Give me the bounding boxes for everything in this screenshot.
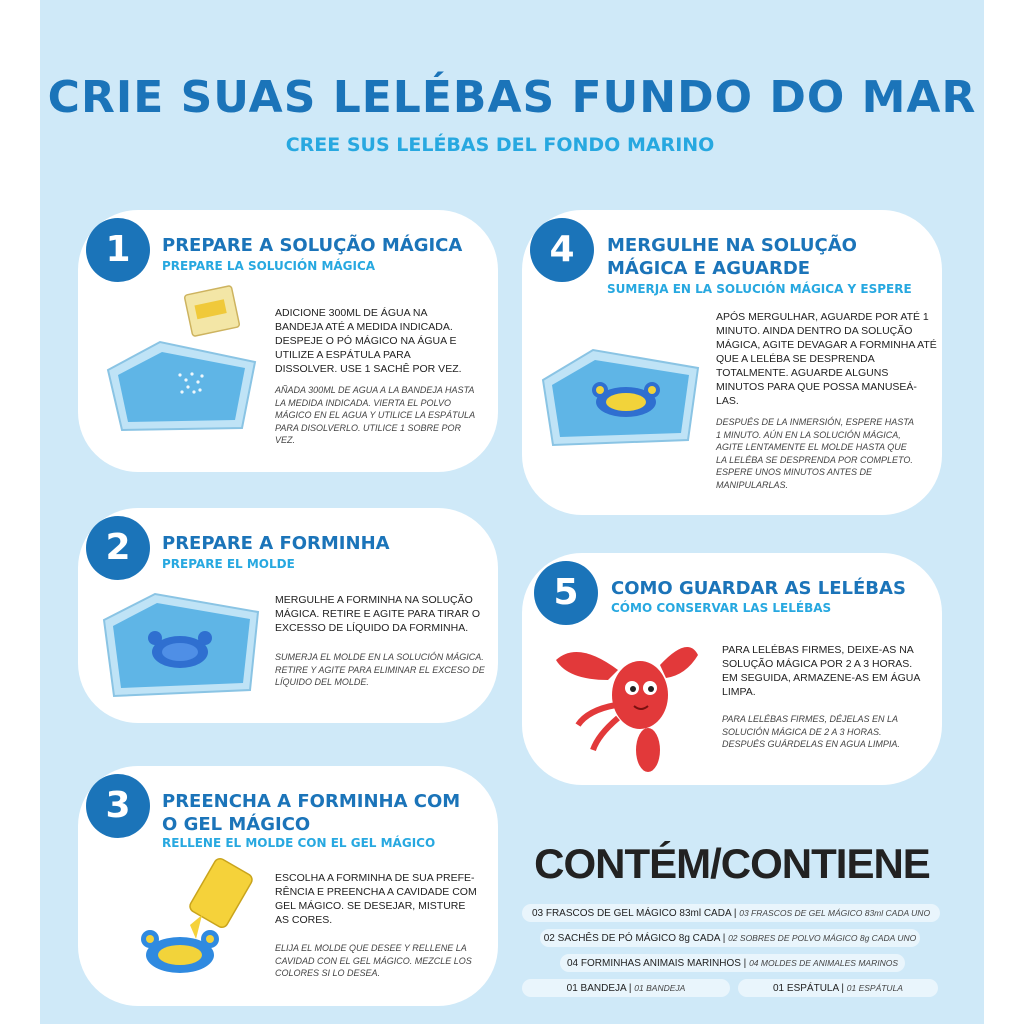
crab-mold-icon (141, 930, 219, 973)
step-4-illustration (538, 340, 708, 470)
contents-item-4: 01 BANDEJA | 01 BANDEJA (522, 979, 730, 997)
step-4-text-es: DESPUÉS DE LA INMERSIÓN, ESPERE HASTA 1 MINUTO. AÚN EN LA SOLUCIÓN MÁGICA, AGITE LENTAMENTE EL MOLDE HASTA QUE LA LELÉBA SE DESPRENDA POR COMPLETO. ESPERE UNOS MINUTOS ANTES DE MANIPULARLAS. (716, 417, 914, 490)
step-1-number: 1 (86, 218, 150, 282)
step-1-illustration (100, 280, 265, 445)
step-4-text-pt: APÓS MERGULHAR, AGUARDE POR ATÉ 1 MINUTO. AINDA DENTRO DA SOLUÇÃO MÁGICA, AGITE DEVAGAR A FORMINHA ATÉ QUE A LELÉBA SE DESPRENDA TOTALMENTE. AGUARDE ALGUNS MINUTOS PARA QUE POSSA MANUSEÁ-LAS. (716, 311, 937, 407)
step-5-text-es: PARA LELÉBAS FIRMES, DÉJELAS EN LA SOLUCIÓN MÁGICA DE 2 A 3 HORAS. DESPUÉS GUÁRDELAS EN AGUA LIMPIA. (722, 714, 900, 749)
step-2-text-pt: MERGULHE A FORMINHA NA SOLUÇÃO MÁGICA. RETIRE E AGITE PARA TIRAR O EXCESSO DE LÍQUIDO DA FORMINHA. (275, 594, 480, 634)
step-5-number: 5 (534, 561, 598, 625)
step-1-title: PREPARE A SOLUÇÃO MÁGICA (162, 235, 463, 256)
step-5-text-pt: PARA LELÉBAS FIRMES, DEIXE-AS NA SOLUÇÃO MÁGICA POR 2 A 3 HORAS. EM SEGUIDA, ARMAZENE-AS EM ÁGUA LIMPA. (722, 644, 920, 698)
step-3-subtitle: RELLENE EL MOLDE CON EL GEL MÁGICO (162, 836, 436, 850)
step-5-illustration (548, 630, 708, 780)
step-3-number: 3 (86, 774, 150, 838)
step-2-text-es: SUMERJA EL MOLDE EN LA SOLUCIÓN MÁGICA. RETIRE Y AGITE PARA ELIMINAR EL EXCESO DE LÍQUIDO DEL MOLDE. (275, 652, 485, 687)
step-1-text-pt: ADICIONE 300ML DE ÁGUA NA BANDEJA ATÉ A MEDIDA INDICADA. DESPEJE O PÓ MÁGICO NA ÁGUA E UTILIZE A ESPÁTULA PARA DISSOLVER. USE 1 SACHÊ POR VEZ. (275, 307, 462, 375)
contents-item-1: 03 FRASCOS DE GEL MÁGICO 83ml CADA | 03 FRASCOS DE GEL MÁGICO 83ml CADA UNO (522, 904, 940, 922)
contents-item-3: 04 FORMINHAS ANIMAIS MARINHOS | 04 MOLDES DE ANIMALES MARINOS (560, 954, 905, 972)
tray-icon (108, 342, 255, 430)
page-subtitle: CREE SUS LELÉBAS DEL FONDO MARINO (285, 134, 715, 156)
step-4-number: 4 (530, 218, 594, 282)
step-4-title: MERGULHE NA SOLUÇÃO MÁGICA E AGUARDE (607, 235, 857, 279)
step-2-illustration (100, 590, 265, 710)
contents-item-5: 01 ESPÁTULA | 01 ESPÁTULA (738, 979, 938, 997)
step-3-title: PREENCHA A FORMINHA COM O GEL MÁGICO (162, 791, 461, 835)
step-5-title: COMO GUARDAR AS LELÉBAS (611, 578, 906, 599)
step-2-title: PREPARE A FORMINHA (162, 533, 390, 554)
gel-bottle-icon (188, 857, 254, 939)
step-4-subtitle: SUMERJA EN LA SOLUCIÓN MÁGICA Y ESPERE (607, 282, 912, 296)
sachet-icon (184, 285, 240, 336)
step-1-subtitle: PREPARE LA SOLUCIÓN MÁGICA (162, 259, 376, 273)
contents-title: CONTÉM/CONTIENE (534, 840, 930, 887)
contents-item-2: 02 SACHÊS DE PÓ MÁGICO 8g CADA | 02 SOBRES DE POLVO MÁGICO 8g CADA UNO (540, 929, 920, 947)
step-5-subtitle: CÓMO CONSERVAR LAS LELÉBAS (611, 601, 832, 615)
step-1-text-es: AÑADA 300ML DE AGUA A LA BANDEJA HASTA LA MEDIDA INDICADA. VIERTA EL POLVO MÁGICO EN EL AGUA Y UTILICE LA ESPÁTULA PARA DISOLVERLO. UTILICE 1 SOBRE POR VEZ. (275, 385, 475, 445)
step-3-text-es: ELIJA EL MOLDE QUE DESEE Y RELLENE LA CAVIDAD CON EL GEL MÁGICO. MEZCLE LOS COLORES SI LO DESEA. (275, 943, 472, 978)
step-3-illustration (130, 855, 265, 990)
page-title: CRIE SUAS LELÉBAS FUNDO DO MAR (47, 72, 977, 123)
step-3-text-pt: ESCOLHA A FORMINHA DE SUA PREFE-RÊNCIA E PREENCHA A CAVIDADE COM GEL MÁGICO. SE DESEJAR, MISTURE AS CORES. (275, 872, 477, 926)
step-2-subtitle: PREPARE EL MOLDE (162, 557, 295, 571)
step-2-number: 2 (86, 516, 150, 580)
lobster-icon (556, 647, 698, 772)
